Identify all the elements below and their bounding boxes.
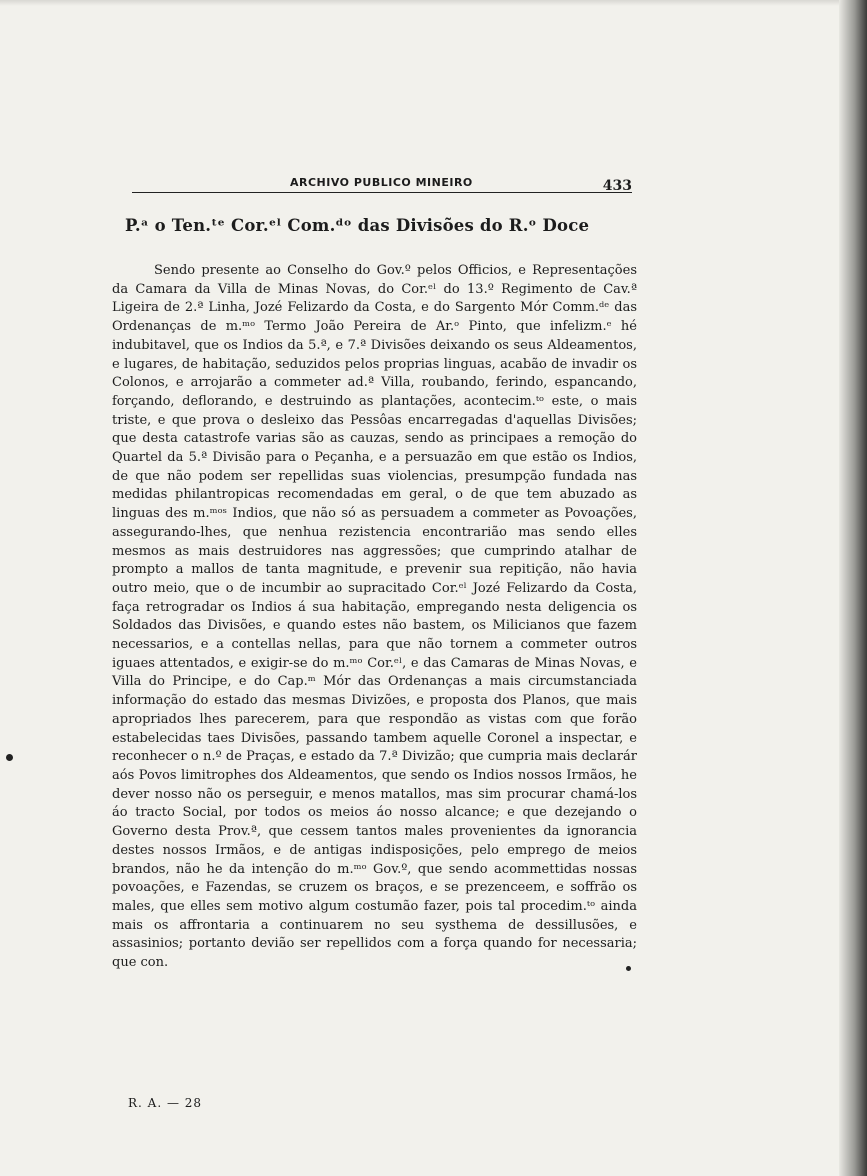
page-right-edge-shadow <box>839 0 867 1176</box>
margin-dot-left <box>6 754 13 761</box>
section-heading: P.ᵃ o Ten.ᵗᵉ Cor.ᵉˡ Com.ᵈᵒ das Divisões do R.ᵒ Doce <box>125 216 590 235</box>
margin-dot-right <box>626 966 631 971</box>
page-top-edge <box>0 0 867 6</box>
page-number: 433 <box>602 178 632 194</box>
running-head <box>132 172 632 204</box>
running-title: ARCHIVO PUBLICO MINEIRO <box>290 176 473 189</box>
footer-signature: R. A. — 28 <box>128 1096 203 1110</box>
header-rule <box>132 192 632 193</box>
body-paragraph: Sendo presente ao Conselho do Gov.º pelos Officios, e Representações da Camara da Villa de Minas Novas, do Cor.ᵉˡ do 13.º Regimento de Cav.ª Ligeira de 2.ª Linha, Jozé Felizardo da Costa, e do Sargento Mór Comm.ᵈᵉ das Ordenanças de m.ᵐᵒ Termo João Pereira de Ar.ᵒ Pinto, que infelizm.ᵉ hé indubitavel, que os Indios da 5.ª, e 7.ª Divisões deixando os seus Aldeamentos, e lugares, de habitação, seduzidos pelos proprias linguas, acabão de invadir os Colonos, e arrojarão a commeter ad.ª Villa, roubando, ferindo, espancando, forçando, deflorando, e destruindo as plantações, acontecim.ᵗᵒ este, o mais triste, e que prova o desleixo das Pessôas encarregadas d'aquellas Divisões; que desta catastrofe varias são as cauzas, sendo as principaes a remoção do Quartel da 5.ª Divisão para o Peçanha, e a persuazão em que estão os Indios, de que não podem ser repellidas suas violencias, presumpção fundada nas medidas philantropicas recomendadas em geral, o de que tem abuzado as linguas des m.ᵐᵒˢ Indios, que não só as persuadem a commeter as Povoações, assegurando-lhes, que nenhua rezistencia encontrarião mas sendo elles mesmos as mais destruidores nas aggressões; que cumprindo atalhar de prompto a mallos de tanta magnitude, e prevenir sua repitição, não havia outro meio, que o de incumbir ao supracitado Cor.ᵉˡ Jozé Felizardo da Costa, faça retrogradar os Indios á sua habitação, empregando nesta deligencia os Soldados das Divisões, e quando estes não bastem, os Milicianos que fazem necessarios, e a contellas nellas, para que não tornem a commeter outros iguaes attentados, e exigir-se do m.ᵐᵒ Cor.ᵉˡ, e das Camaras de Minas Novas, e Villa do Principe, e do Cap.ᵐ Mór das Ordenanças a mais circumstanciada informação do estado das mesmas Divizões, e proposta dos Planos, que mais apropriados lhes parecerem, para que respondão as vistas com que forão estabelecidas taes Divisões, passando tambem aquelle Coronel a inspectar, e reconhecer o n.º de Praças, e estado da 7.ª Divizão; que cumpria mais declarár aós Povos limitrophes dos Aldeamentos, que sendo os Indios nossos Irmãos, he dever nosso não os perseguir, e menos matallos, mas sim procurar chamá-los áo tracto Social, por todos os meios áo nosso alcance; e que dezejando o Governo desta Prov.ª, que cessem tantos males provenientes da ignorancia destes nossos Irmãos, e de antigas indisposições, pelo emprego de meios brandos, não he da intenção do m.ᵐᵒ Gov.º, que sendo acommettidas nossas povoações, e Fazendas, se cruzem os braços, e se prezenceem, e soffrão os males, que elles sem motivo algum costumão fazer, pois tal procedim.ᵗᵒ ainda mais os affrontaria a continuarem no seu systhema de dessillusões, e assasinios; portanto devião ser repellidos com a força quando for necessaria; que con. <box>112 263 637 971</box>
